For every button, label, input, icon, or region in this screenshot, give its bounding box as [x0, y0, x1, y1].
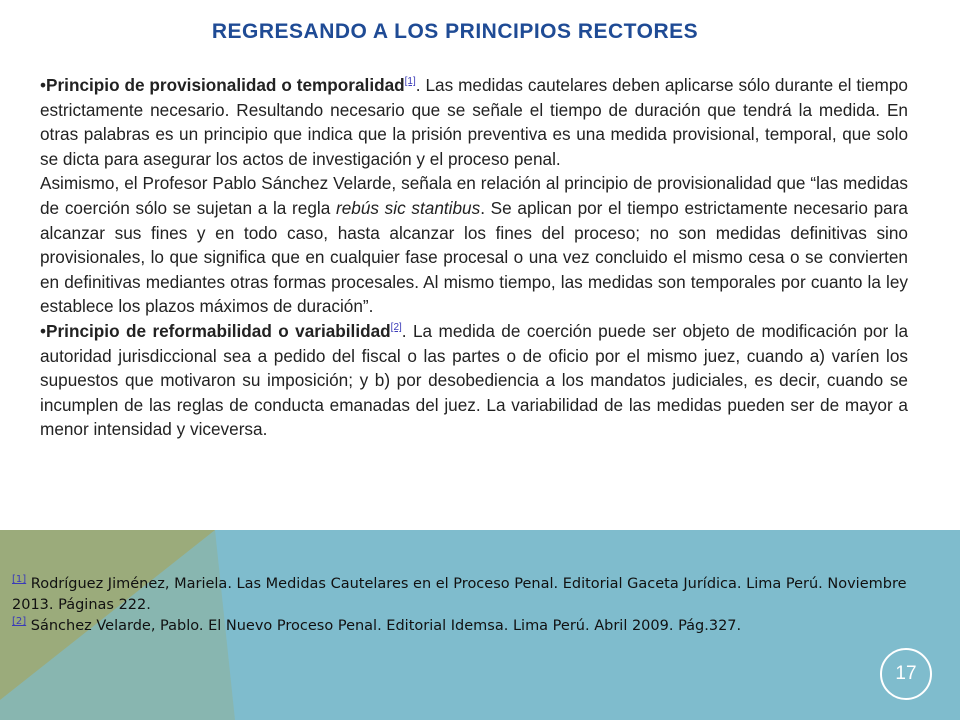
paragraph-reformabilidad	[40, 319, 908, 442]
footnote-ref-1[interactable]: [1]	[404, 76, 416, 88]
slide-title: REGRESANDO A LOS PRINCIPIOS RECTORES	[211, 20, 699, 43]
footnote-ref-2[interactable]: [2]	[390, 322, 402, 334]
principle-heading: Principio de reformabilidad o variabilidad	[46, 320, 391, 341]
footnote-2	[12, 616, 947, 637]
footnote-text: Sánchez Velarde, Pablo. El Nuevo Proceso Penal. Editorial Idemsa. Lima Perú. Abril 2009. Pág.327.	[26, 618, 742, 634]
principle-heading: Principio de provisionalidad o temporalidad	[46, 75, 405, 95]
slide-body	[40, 73, 908, 442]
footnote-1	[12, 574, 947, 616]
footnote-backlink-2[interactable]: [2]	[12, 616, 27, 628]
paragraph-asimismo	[40, 171, 908, 319]
footnote-backlink-1[interactable]: [1]	[12, 574, 27, 586]
bullet: •	[40, 320, 47, 341]
footnote-text: Rodríguez Jiménez, Mariela. Las Medidas Cautelares en el Proceso Penal. Editorial Gaceta Jurídica. Lima Perú. Noviembre 2013. Páginas 222.	[12, 576, 907, 613]
paragraph-text: Asimismo, el Profesor Pablo Sánchez Velarde, señala en relación al principio de provisionalidad que “las medidas de coerción sólo se sujetan a la regla	[40, 173, 908, 218]
paragraph-text: . La medida de coerción puede ser objeto de modificación por la autoridad jurisdiccional sea a pedido del fiscal o las partes o de oficio por el mismo juez, cuando a) varíen los supuestos que motivaron su imposición; y b) por desobediencia a los mandatos judiciales, es decir, cuando se incumplen de las reglas de conducta emanadas del juez. La variabilidad de las medidas pueden ser de mayor a menor intensidad y viceversa.	[40, 320, 909, 440]
bullet: •	[40, 75, 47, 95]
page-number: 17	[895, 663, 917, 684]
page-number-badge	[880, 648, 932, 700]
footnotes	[12, 574, 947, 637]
paragraph-text: . Las medidas cautelares deben aplicarse sólo durante el tiempo estrictamente necesario. Resultando necesario que se señale el tiempo de duración que tendrá la medida. En otras palabras es un principio que indica que la prisión preventiva es una medida provisional, temporal, que solo se dicta para asegurar los actos de investigación y el proceso penal.	[40, 75, 908, 169]
paragraph-provisionalidad	[40, 73, 908, 171]
paragraph-text: . Se aplican por el tiempo estrictamente necesario para alcanzar sus fines y en todo caso, hasta alcanzar los fines del proceso; no son medidas definitivas sino provisionales, lo que significa que en cualquier fase procesal o una vez concluido el mismo cesa o se convierten en definitivas mediantes otras formas procesales. Al mismo tiempo, las medidas son temporales por cuanto la ley establece los plazos máximos de duración”.	[40, 197, 908, 317]
latin-phrase: rebús sic stantibus	[335, 197, 481, 218]
